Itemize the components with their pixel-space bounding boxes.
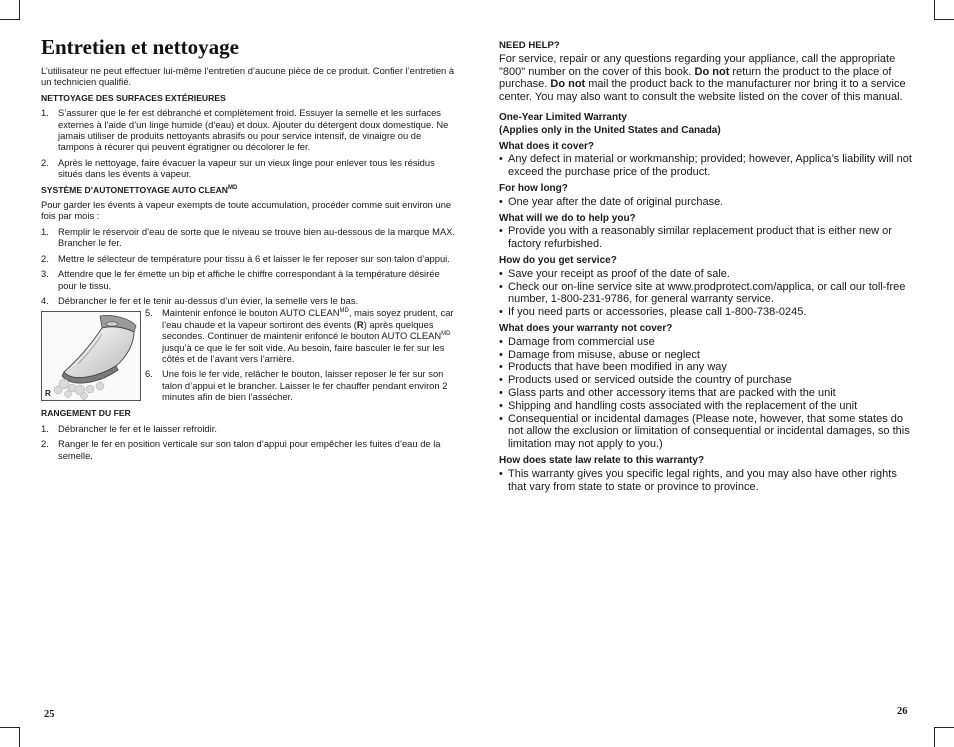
warranty-sections [499,141,914,494]
section-heading-storage: RANGEMENT DU FER [41,408,131,419]
steam-iron-icon [42,312,140,400]
warranty-bullet: • Any defect in material or workmanship; provided; however, Applica’s liability will not exceed the purchase price of the product. [499,153,912,179]
crop-mark [19,0,20,20]
crop-mark [934,727,935,747]
warranty-section-heading: What does it cover? [499,140,595,152]
list-item: 1. Débrancher le fer et le laisser refroidir. [41,422,217,434]
warranty-bullet: • Save your receipt as proof of the date of sale. [499,267,730,280]
bullet-icon: • [499,412,503,425]
warranty-section-heading: What does your warranty not cover? [499,322,673,334]
crop-mark [19,727,20,747]
section-heading-autoclean: SYSTÈME D’AUTONETTOYAGE AUTO $CLEAN^{MD}$ [41,184,238,195]
bullet-icon: • [499,467,503,480]
page-title: Entretien et nettoyage [41,35,239,59]
figure-steps [145,307,457,406]
figure-label: R [45,388,51,398]
bullet-icon: • [499,225,503,238]
warranty-bullet: • Shipping and handling costs associated with the replacement of the unit [499,399,858,412]
bullet-icon: • [499,374,503,387]
section-heading-exterior: NETTOYAGE DES SURFACES EXTÉRIEURES [41,92,226,103]
list-item: 2. Ranger le fer en position verticale sur son talon d’appui pour empêcher les fuites d’eau de la semelle. [41,438,441,461]
crop-mark [934,19,954,20]
bullet-icon: • [499,399,503,412]
crop-mark [934,0,935,20]
crop-mark [0,727,20,728]
warranty-subtitle: (Applies only in the United States and Canada) [499,124,721,136]
warranty-bullet: • This warranty gives you specific legal rights, and you may also have other rights that vary from state to state or province to province. [499,467,897,493]
crop-mark [0,19,20,20]
page-number-left: 25 [44,709,55,720]
bullet-icon: • [499,335,503,348]
left-page [41,34,456,466]
warranty-bullet: • Provide you with a reasonably similar replacement product that is either new or factory refurbished. [499,225,892,251]
warranty-section-heading: For how long? [499,182,568,194]
autoclean-intro: Pour garder les évents à vapeur exempts de toute accumulation, procéder comme suit environ une fois par mois : [41,199,452,222]
warranty-bullet: • Products that have been modified in any way [499,361,727,374]
exterior-list [41,107,456,179]
bullet-icon: • [499,267,503,280]
warranty-bullet: • One year after the date of original purchase. [499,195,724,208]
crop-mark [934,727,954,728]
need-help-heading: NEED HELP? [499,40,560,51]
figure-row [41,307,456,403]
intro-text: L’utilisateur ne peut effectuer lui-même l’entretien d’aucune pièce de ce produit. Confier l’entretien à un technicien qualifié. [41,65,455,88]
list-item: 4. Débrancher le fer et le tenir au-dessus d’un évier, la semelle vers le bas. [41,294,359,306]
page-number-right: 26 [897,706,908,717]
warranty-bullet: • Products used or serviced outside the country of purchase [499,374,792,387]
iron-illustration [41,311,141,401]
warranty-bullet: • Damage from misuse, abuse or neglect [499,348,700,361]
warranty-section-heading: What will we do to help you? [499,212,636,224]
right-page [499,40,914,493]
warranty-bullet: • If you need parts or accessories, please call 1-800-738-0245. [499,306,807,319]
bullet-icon: • [499,361,503,374]
list-item: 6. Une fois le fer vide, relâcher le bouton, laisser reposer le fer sur son talon d’appui et le brancher. Laisser le fer chauffer pendant environ 2 minutes afin de bien l’assécher. [145,368,448,403]
warranty-bullet: • Damage from commercial use [499,335,655,348]
autoclean-list [41,226,456,306]
list-item: 2. Après le nettoyage, faire évacuer la vapeur sur un vieux linge pour enlever tous les résidus situés dans les évents à vapeur. [41,156,435,180]
bullet-icon: • [499,195,503,208]
warranty-section-heading: How does state law relate to this warranty? [499,454,705,466]
list-item: 5. Maintenir enfoncé le bouton AUTO $CLEAN^{MD}$, mais soyez prudent, car l’eau chaude et la vapeur sortiront des évents (R) après quelques secondes. Continuer de maintenir enfoncé le bouton AUTO $CLEAN^{MD}$ jusqu’à ce que le fer soit vide. Au besoin, faire basculer le fer sur les côtés et de l’avant vers l’arrière. [145,307,454,364]
bullet-icon: • [499,386,503,399]
warranty-section-heading: How do you get service? [499,254,617,266]
storage-list [41,423,456,461]
warranty-bullet: • Check our on-line service site at www.prodprotect.com/applica, or call our toll-free number, 1-800-231-9786, for general warranty service. [499,280,906,306]
bullet-icon: • [499,306,503,319]
list-item: 3. Attendre que le fer émette un bip et affiche le chiffre correspondant à la température désirée pour le tissu. [41,268,440,291]
need-help-text: For service, repair or any questions regarding your appliance, call the appropriate "800" number on the cover of this book. Do not return the product to the place of purchase. Do not mail the product back to the manufacturer nor bring it to a service center. You may also want to consult the website listed on the cover of this manual. [499,52,906,104]
warranty-bullet: • Glass parts and other accessory items that are packed with the unit [499,386,836,399]
warranty-bullet: • Consequential or incidental damages (Please note, however, that some states do not allow the exclusion or limitation of consequential or incidental damages, so this limitation may not apply to you.) [499,412,910,451]
warranty-title: One-Year Limited Warranty [499,111,627,123]
bullet-icon: • [499,280,503,293]
bullet-icon: • [499,348,503,361]
list-item: 1. Remplir le réservoir d’eau de sorte que le niveau se trouve bien au-dessous de la marque MAX. Brancher le fer. [41,225,456,249]
list-item: 1. S’assurer que le fer est débranché et complètement froid. Essuyer la semelle et les surfaces externes à l’aide d’un linge humide (d’eau) et doux. Ajouter du détergent doux domestique. Ne jamais utiliser de produits nettoyants abrasifs ou pour service intensif, de vinaigre ou de tampons à récurer qui peuvent égratigner ou décolorer le fer. [41,107,449,153]
list-item: 2. Mettre le sélecteur de température pour tissu à 6 et laisser le fer reposer sur son talon d’appui. [41,252,450,264]
bullet-icon: • [499,153,503,166]
